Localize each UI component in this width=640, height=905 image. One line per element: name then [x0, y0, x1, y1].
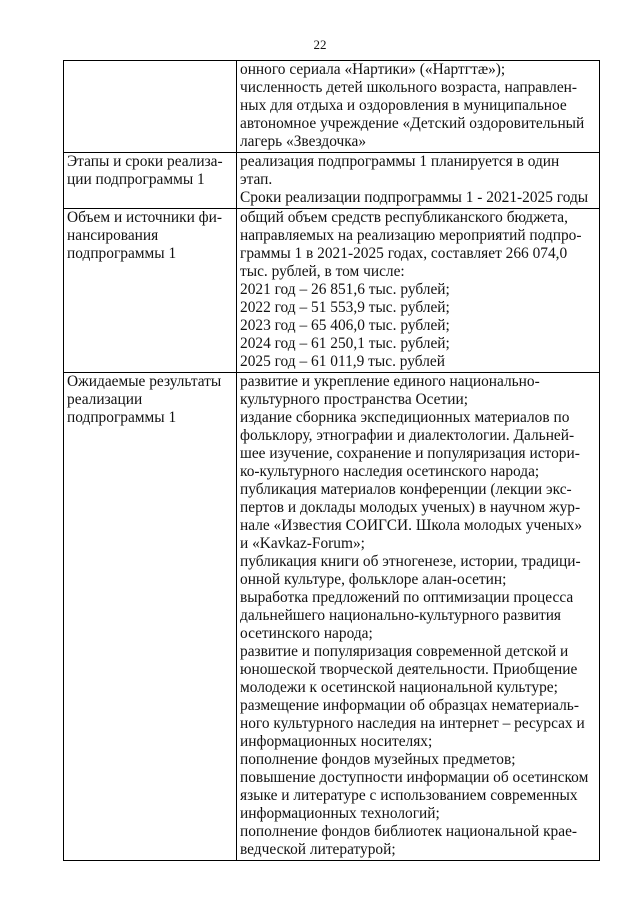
content-line: ко-культурного наследия осетинского народа;: [240, 463, 540, 480]
row-label-line: ции подпрограммы 1: [67, 171, 205, 188]
row-label-cell: [64, 61, 237, 153]
content-line: ных для отдыха и оздоровления в муниципальное: [240, 97, 567, 114]
content-line: публикация материалов конференции (лекции экс-: [240, 481, 572, 498]
content-line: дальнейшего национально-культурного развития: [240, 607, 562, 624]
content-line: развитие и популяризация современной детской и: [240, 643, 569, 660]
content-line: общий объем средств республиканского бюджета,: [240, 209, 568, 226]
content-line: 2025 год – 61 011,9 тыс. рублей: [240, 353, 445, 370]
content-line: 2022 год – 51 553,9 тыс. рублей;: [240, 299, 450, 316]
content-line: и «Kavkaz-Forum»;: [240, 535, 365, 552]
row-content-cell: [237, 373, 600, 861]
row-label-line: Этапы и сроки реализа-: [67, 153, 223, 170]
content-line: пополнение фондов музейных предметов;: [240, 751, 516, 768]
table-body: [64, 61, 600, 861]
table-row: [64, 153, 600, 209]
content-line: 2023 год – 65 406,0 тыс. рублей;: [240, 317, 450, 334]
content-line: пертов и доклады молодых ученых) в научном жур-: [240, 499, 581, 516]
content-line: онного сериала «Нартики» («Нартгтæ»);: [240, 61, 506, 78]
content-line: развитие и укрепление единого национально-: [240, 373, 540, 390]
content-line: молодежи к осетинской национальной культуре;: [240, 679, 558, 696]
table-row: [64, 373, 600, 861]
content-line: лагерь «Звездочка»: [240, 133, 367, 150]
row-content-cell: [237, 61, 600, 153]
row-label-cell: [64, 209, 237, 373]
content-line: 2021 год – 26 851,6 тыс. рублей;: [240, 281, 450, 298]
content-line: тыс. рублей, в том числе:: [240, 263, 405, 280]
subprogram-passport-table: [63, 60, 600, 861]
row-label-line: подпрограммы 1: [67, 245, 177, 262]
content-line: осетинского народа;: [240, 625, 373, 642]
content-line: автономное учреждение «Детский оздоровительный: [240, 115, 585, 132]
content-line: публикация книги об этногенезе, истории, традици-: [240, 553, 581, 570]
content-line: реализация подпрограммы 1 планируется в один: [240, 153, 560, 170]
row-label-line: реализации: [67, 391, 143, 408]
content-line: ного культурного наследия на интернет – ресурсах и: [240, 715, 585, 732]
page-number: 22: [313, 37, 327, 52]
content-line: юношеской творческой деятельности. Приобщение: [240, 661, 578, 678]
content-line: онной культуре, фольклоре алан-осетин;: [240, 571, 507, 588]
row-label-line: подпрограммы 1: [67, 409, 177, 426]
content-line: языке и литературе с использованием современных: [240, 787, 578, 804]
content-line: выработка предложений по оптимизации процесса: [240, 589, 574, 606]
content-line: шее изучение, сохранение и популяризация истори-: [240, 445, 580, 462]
content-line: направляемых на реализацию мероприятий подпро-: [240, 227, 582, 244]
row-label-line: нансирования: [67, 227, 159, 244]
content-line: граммы 1 в 2021-2025 годах, составляет 266 074,0: [240, 245, 568, 262]
content-line: этап.: [240, 171, 273, 188]
content-line: Сроки реализации подпрограммы 1 - 2021-2025 годы: [240, 189, 589, 206]
content-line: издание сборника экспедиционных материалов по: [240, 409, 570, 426]
content-line: численность детей школьного возраста, направлен-: [240, 79, 578, 96]
content-line: пополнение фондов библиотек национальной крае-: [240, 823, 578, 840]
content-line: ведческой литературой;: [240, 841, 396, 858]
row-content-cell: [237, 153, 600, 209]
row-label-cell: [64, 153, 237, 209]
content-line: 2024 год – 61 250,1 тыс. рублей;: [240, 335, 450, 352]
row-label-cell: [64, 373, 237, 861]
content-line: размещение информации об образцах нематериаль-: [240, 697, 579, 714]
content-line: повышение доступности информации об осетинском: [240, 769, 589, 786]
row-content-cell: [237, 209, 600, 373]
row-label-line: Ожидаемые результаты: [67, 373, 222, 390]
table-row: [64, 61, 600, 153]
content-line: фольклору, этнографии и диалектологии. Дальней-: [240, 427, 575, 444]
content-line: культурного пространства Осетии;: [240, 391, 468, 408]
row-label-line: Объем и источники фи-: [67, 209, 223, 226]
content-line: информационных технологий;: [240, 805, 440, 822]
content-line: нале «Известия СОИГСИ. Школа молодых ученых»: [240, 517, 583, 534]
content-line: информационных носителях;: [240, 733, 433, 750]
table-row: [64, 209, 600, 373]
